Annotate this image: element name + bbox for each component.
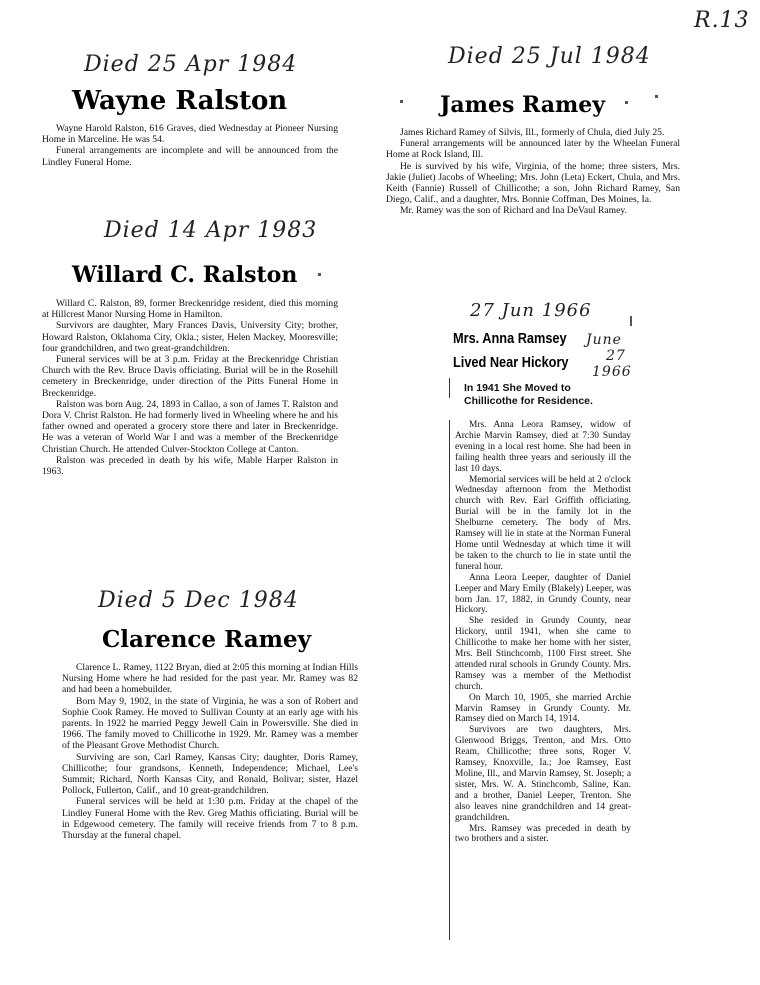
wayne-para: Wayne Harold Ralston, 616 Graves, died Wednesday at Pioneer Nursing Home in Marceline. He was 54. bbox=[42, 123, 338, 146]
wayne-date-note: Died 25 Apr 1984 bbox=[84, 52, 298, 77]
speck bbox=[318, 273, 321, 276]
willard-para: Ralston was born Aug. 24, 1893 in Callao, a son of James T. Ralston and Dora V. Christ Ralston. He had formerly lived in Wheeling where he and his father owned and operated a grocery store there and later in Breckenridge. He was a veteran of World War I and was a member of the Breckenridge Christian Church. He attended Culver-Stockton College at Canton. bbox=[42, 398, 338, 455]
clarence-para: Born May 9, 1902, in the state of Virginia, he was a son of Robert and Sophie Cook Ramey. He moved to Sullivan County at an early age with his parents. In 1922 he married Peggy Jewell Cain in Powersville. She died in 1966. The family moved to Chillicothe in 1929. Mr. Ramey was a member of the Pleasant Grove Methodist Church. bbox=[62, 695, 358, 752]
anna-headline-line2: Lived Near Hickory bbox=[453, 354, 569, 371]
james-para: Mr. Ramey was the son of Richard and Ina DeVaul Ramey. bbox=[400, 205, 627, 217]
speck bbox=[630, 316, 632, 326]
anna-margin-note: 1966 bbox=[592, 364, 632, 380]
anna-margin-note: June bbox=[586, 332, 622, 348]
willard-para: Survivors are daughter, Mary Frances Davis, University City; brother, Howard Ralston, Oklahoma City, Okla.; sister, Helen Mackey, Mooresville; four grandchildren, and two great-grandchildren. bbox=[42, 320, 338, 354]
anna-para: Memorial services will be held at 2 o'clock Wednesday afternoon from the Methodist church with Rev. Earl Griffith officiating. Burial will be in the family lot in the Shelburne cemetery. The body of Mrs. Ramsey will lie in state at the Norman Funeral Home until Wednesday at which time it will be taken to the church to lie in state until the funeral hour. bbox=[455, 474, 631, 572]
wayne-headline: Wayne Ralston bbox=[72, 86, 288, 116]
willard-para: Ralston was preceded in death by his wife, Mable Harper Ralston in 1963. bbox=[42, 454, 338, 478]
anna-para: She resided in Grundy County, near Hickory, until 1941, when she came to Chillicothe to make her home with her sister, Mrs. Bell Stinchcomb, 1100 First street. She attended rural schools in Grundy County. Mrs. Ramsey was a member of the Methodist church. bbox=[455, 616, 631, 692]
column-rule bbox=[449, 420, 450, 940]
anna-para: On March 10, 1905, she married Archie Marvin Ramsey in Grundy County. Mr. Ramsey died on March 14, 1914. bbox=[455, 692, 631, 725]
anna-headline-line1: Mrs. Anna Ramsey bbox=[453, 330, 567, 347]
willard-body bbox=[42, 298, 338, 477]
speck bbox=[625, 101, 628, 104]
anna-para: Anna Leora Leeper, daughter of Daniel Leeper and Mary Emily (Blakely) Leeper, was born Jan. 17, 1882, in Grundy County, near Hickory. bbox=[455, 572, 631, 616]
james-date-note: Died 25 Jul 1984 bbox=[448, 44, 651, 69]
anna-subhead-line2: Chillicothe for Residence. bbox=[464, 395, 593, 407]
james-para: He is survived by his wife, Virginia, of the home; three sisters, Mrs. Jakie (Juliet) Jacobs of Wheeling; Mrs. John (Leta) Eckert, Chula, and Mrs. Keith (Fannie) Russell of Chillicothe; a son, John Richard Ramey, San Diego, Calif., and a daughter, Mrs. Bonnie Coffman, Des Moines, Ia. bbox=[386, 160, 680, 206]
willard-para: Funeral services will be at 3 p.m. Friday at the Breckenridge Christian Church with the Rev. Bruce Davis officiating. Burial will be in the Rosehill cemetery in Breckenridge, under direction of the Pitts Funeral Home in Breckenridge. bbox=[42, 354, 338, 399]
willard-headline: Willard C. Ralston bbox=[72, 262, 298, 288]
speck bbox=[655, 95, 658, 98]
anna-subhead bbox=[464, 382, 644, 408]
wayne-para: Funeral arrangements are incomplete and will be announced from the Lindley Funeral Home. bbox=[42, 145, 338, 168]
clarence-para: Funeral services will be held at 1:30 p.m. Friday at the chapel of the Lindley Funeral Home with the Rev. Greg Mathis officiating. Burial will be in Edgewood cemetery. The family will receive friends from 7 to 8 p.m. Thursday at the funeral chapel. bbox=[62, 796, 358, 842]
james-para: James Richard Ramey of Silvis, Ill., formerly of Chula, died July 25. bbox=[400, 127, 665, 138]
column-rule bbox=[449, 378, 450, 398]
james-para: Funeral arrangements will be announced later by the Wheelan Funeral Home at Rock Island, Ill. bbox=[386, 138, 680, 161]
anna-para: Mrs. Ramsey was preceded in death by two brothers and a sister. bbox=[455, 823, 631, 845]
james-body bbox=[386, 127, 680, 217]
willard-para: Willard C. Ralston, 89, former Breckenridge resident, died this morning at Hillcrest Manor Nursing Home in Hamilton. bbox=[42, 298, 338, 321]
clarence-para: Clarence L. Ramey, 1122 Bryan, died at 2:05 this morning at Indian Hills Nursing Home where he had resided for the past year. Mr. Ramey was 82 and had been a homebuilder. bbox=[62, 662, 358, 696]
clarence-body bbox=[62, 662, 358, 841]
anna-para: Mrs. Anna Leora Ramsey, widow of Archie Marvin Ramsey, died at 7:30 Sunday evening in a local rest home. She had been in failing health three years and seriously ill the last 10 days. bbox=[455, 420, 631, 474]
wayne-body bbox=[42, 123, 338, 168]
james-headline: James Ramey bbox=[440, 92, 606, 118]
page-mark: R.13 bbox=[694, 8, 750, 33]
anna-para: Survivors are two daughters, Mrs. Glenwood Briggs, Trenton, and Mrs. Otto Ream, Chillicothe; three sons, Roger V. Ramsey, Knoxville, Ia.; Joe Ramsey, East Moline, Ill., and Marvin Ramsey, St. Joseph; a sister, Mrs. W. A. Stinchcomb, Saline, Kan. and a brother, Daniel Leeper, Trenton. She also leaves nine grandchildren and 14 great-grandchildren. bbox=[455, 725, 631, 823]
clarence-headline: Clarence Ramey bbox=[102, 626, 311, 653]
willard-date-note: Died 14 Apr 1983 bbox=[104, 218, 318, 243]
anna-margin-note: 27 bbox=[606, 348, 626, 364]
anna-subhead-line1: In 1941 She Moved to bbox=[464, 382, 571, 394]
clarence-date-note: Died 5 Dec 1984 bbox=[98, 588, 299, 613]
clarence-para: Surviving are son, Carl Ramey, Kansas City; daughter, Doris Ramey, Chillicothe; four grandsons, Kenneth, Independence; Michael, Lee's Summit; Richard, North Kansas City, and Ronald, Bolivar; sister, Hazel Pollock, Fullerton, Calif., and 10 great-grandchildren. bbox=[62, 751, 358, 797]
speck bbox=[400, 100, 403, 103]
anna-body bbox=[455, 420, 631, 845]
anna-date-note: 27 Jun 1966 bbox=[470, 300, 592, 321]
